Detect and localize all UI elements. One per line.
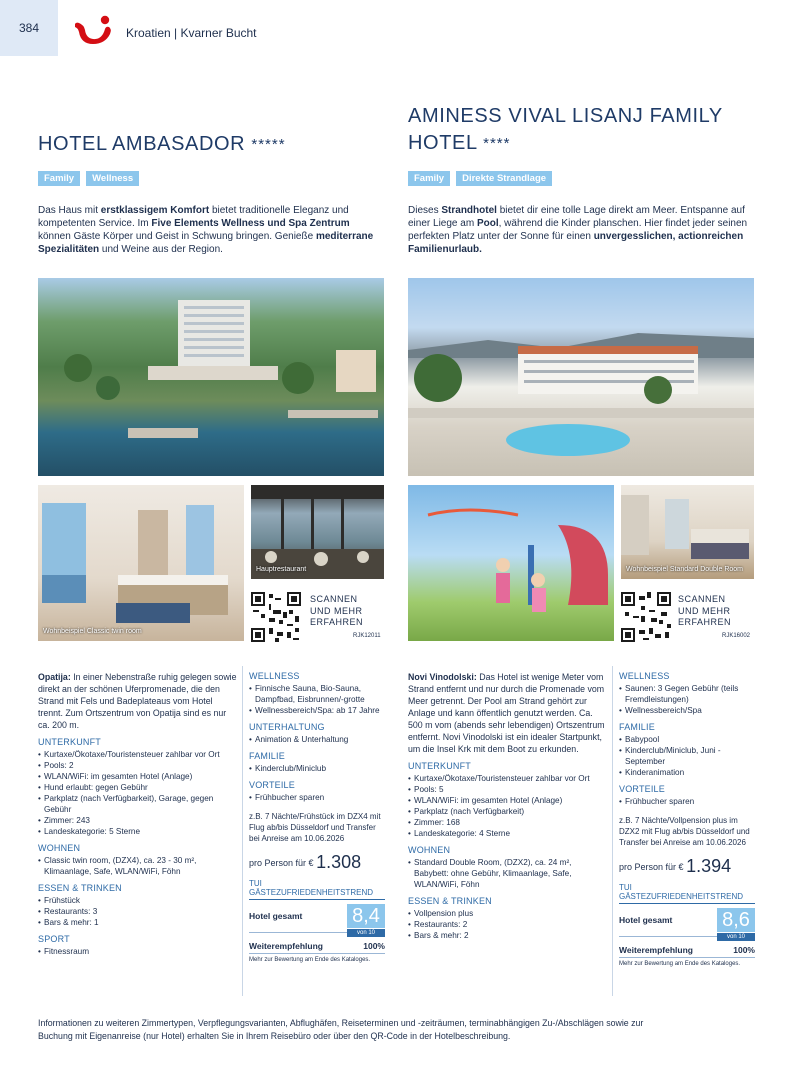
list-item: • Bars & mehr: 2 [408, 930, 608, 941]
section-list [38, 855, 238, 877]
list-item: • Zimmer: 243 [38, 815, 238, 826]
hotel-left-price: pro Person für € 1.308 [249, 852, 362, 872]
section-list [38, 895, 238, 928]
hotel-right-extras [619, 671, 755, 807]
tag-family: Family [38, 171, 80, 186]
list-item: • Parkplatz (nach Verfügbarkeit) [408, 806, 608, 817]
list-item: • Zimmer: 168 [408, 817, 608, 828]
section-heading: VORTEILE [619, 784, 665, 794]
price-value: 1.394 [686, 856, 732, 876]
list-item: • Kinderclub/Miniclub, Juni - September [619, 745, 755, 767]
scan-text-left: SCANNEN UND MEHR ERFAHREN [310, 594, 364, 627]
tag-wellness: Wellness [86, 171, 139, 186]
hotel-left-location: Opatija: In einer Nebenstraße ruhig gelegen sowie direkt an der schönen Uferpromenade, die den Strand mit Fels und Badeplateaus vom Hotel trennt. Zum Ortszentrum von Opatija sind es nur ca. 200 m. [38, 672, 237, 730]
bottom-note: Informationen zu weiteren Zimmertypen, Verpflegungsvarianten, Abflughäfen, Reiseterminen und -zeiträumen, terminabhängigen Zu-/Abschlägen sowie zur Buchung mit Eigenanreise (nur Hotel) erhalten Sie in Ihrem Reisebüro oder über den QR-Code in der Hotelbeschreibung. [38, 1018, 644, 1041]
score-value: 8,4 von 10 [347, 904, 385, 928]
recommendation: Weiterempfehlung 100% [619, 937, 755, 958]
list-item: • Kinderanimation [619, 767, 755, 778]
score-value: 8,6 von 10 [717, 908, 755, 932]
list-item: • WLAN/WiFi: im gesamten Hotel (Anlage) [408, 795, 608, 806]
price-value: 1.308 [316, 852, 362, 872]
list-item: • Kurtaxe/Ökotaxe/Touristensteuer zahlbar vor Ort [408, 773, 608, 784]
qr-code-right[interactable] [621, 592, 671, 642]
list-item: • Restaurants: 2 [408, 919, 608, 930]
list-item: • Restaurants: 3 [38, 906, 238, 917]
list-item: • Animation & Unterhaltung [249, 734, 385, 745]
photo-hotel-ambasador-aerial [38, 278, 384, 476]
caption-room-right: Wohnbeispiel Standard Double Room [626, 566, 743, 573]
photo-aminess-pool [408, 278, 754, 476]
hotel-right-price: pro Person für € 1.394 [619, 856, 732, 876]
list-item: • Landeskategorie: 5 Sterne [38, 826, 238, 837]
list-item: • Frühbucher sparen [619, 796, 755, 807]
section-heading: WELLNESS [249, 671, 300, 681]
section-heading: VORTEILE [249, 780, 295, 790]
section-heading: FAMILIE [619, 722, 655, 732]
hotel-right-details [408, 671, 608, 941]
list-item: • Vollpension plus [408, 908, 608, 919]
photo-main-restaurant [251, 485, 384, 579]
hotel-left-extras [249, 671, 385, 803]
tag-beach: Direkte Strandlage [456, 171, 552, 186]
list-item: • Wellnessbereich/Spa [619, 705, 755, 716]
list-item: • Kinderclub/Miniclub [249, 763, 385, 774]
tui-logo [72, 14, 114, 46]
catalog-code-left: RJK12011 [353, 633, 381, 639]
caption-room-left: Wohnbeispiel Classic twin room [43, 628, 142, 635]
hotel-left-stars: ***** [251, 136, 286, 153]
caption-restaurant: Hauptrestaurant [256, 566, 307, 573]
region-label: Kroatien | Kvarner Bucht [126, 26, 257, 40]
score-footnote: Mehr zur Bewertung am Ende des Kataloges. [619, 961, 741, 967]
list-item: • Classic twin room, (DZX4), ca. 23 - 30 m², Klimaanlage, Safe, WLAN/WiFi, Föhn [38, 855, 238, 877]
list-item: • Landeskategorie: 4 Sterne [408, 828, 608, 839]
section-heading: WOHNEN [408, 845, 451, 855]
hotel-right-intro: Dieses Strandhotel bietet dir eine tolle Lage direkt am Meer. Entspanne auf einer Liege am Pool, während die Kinder planschen. Hier findet jeder seinen perfekten Platz unter der Sonne für einen unvergesslichen, actionreichen Familienurlaub. [408, 205, 748, 255]
list-item: • Frühstück [38, 895, 238, 906]
section-list [38, 946, 238, 957]
tag-family: Family [408, 171, 450, 186]
score-scale: von 10 [347, 929, 385, 937]
hotel-right-title [408, 103, 768, 157]
section-heading: ESSEN & TRINKEN [38, 883, 122, 893]
section-list [408, 908, 608, 941]
scan-text-right: SCANNEN UND MEHR ERFAHREN [678, 594, 732, 627]
score-scale: von 10 [717, 933, 755, 941]
hotel-left-intro: Das Haus mit erstklassigem Komfort bietet traditionelle Eleganz und kompetenten Service. Im Five Elements Wellness und Spa Zentrum können Gäste Körper und Geist in Schwung bringen. Genieße mediterrane Spezialitäten und Weine aus der Region. [38, 205, 374, 255]
section-list [408, 773, 608, 839]
list-item: • Bars & mehr: 1 [38, 917, 238, 928]
section-heading: FAMILIE [249, 751, 285, 761]
page-number: 384 [0, 0, 58, 56]
score-title: TUI GÄSTEZUFRIEDENHEITSTREND [249, 879, 385, 900]
hotel-right-name-line1: AMINESS VIVAL LISANJ FAMILY [408, 105, 723, 127]
section-heading: SPORT [38, 934, 70, 944]
hotel-left-tags [38, 171, 145, 186]
section-list [249, 683, 385, 716]
section-heading: UNTERKUNFT [38, 737, 101, 747]
list-item: • Finnische Sauna, Bio-Sauna, Dampfbad, Eisbrunnen/-grotte [249, 683, 385, 705]
catalog-code-right: RJK16002 [722, 633, 751, 639]
score-box [619, 904, 755, 940]
section-list [408, 857, 608, 890]
hotel-right-name-line2: HOTEL [408, 132, 477, 154]
hotel-right-stars: **** [483, 135, 511, 152]
section-list [38, 749, 238, 837]
hotel-left-sidebar [249, 671, 385, 963]
list-item: • Babypool [619, 734, 755, 745]
hotel-right-location: Novi Vinodolski: Das Hotel ist wenige Meter vom Strand entfernt und nur durch die Promenade vom Meer getrennt. Der Pool am Strand gehört zur Anlage und kann öffentlich genutzt werden. Ca. 500 m vom (abends sehr lebendigen) Ortszentrum entfernt. Novi Vinodolski ist ein idealer Startpunkt, um die Insel Krk mit dem Boot zu erkunden. [408, 672, 605, 754]
list-item: • Saunen: 3 Gegen Gebühr (teils Fremdleistungen) [619, 683, 755, 705]
list-item: • Pools: 5 [408, 784, 608, 795]
list-item: • Wellnessbereich/Spa: ab 17 Jahre [249, 705, 385, 716]
recommendation: Weiterempfehlung 100% [249, 933, 385, 954]
list-item: • Kurtaxe/Ökotaxe/Touristensteuer zahlbar vor Ort [38, 749, 238, 760]
score-label: Hotel gesamt [249, 911, 303, 921]
hotel-right-sidebar [619, 671, 755, 967]
hotel-left-offer: z.B. 7 Nächte/Frühstück im DZX4 mit Flug ab/bis Düsseldorf und Transfer bei Anreise am 10.06.2026 [249, 812, 381, 843]
list-item: • Fitnessraum [38, 946, 238, 957]
section-heading: UNTERHALTUNG [249, 722, 325, 732]
hotel-right-offer: z.B. 7 Nächte/Vollpension plus im DZX2 mit Flug ab/bis Düsseldorf und Transfer bei Anreise am 10.06.2026 [619, 816, 750, 847]
section-list [249, 763, 385, 774]
section-list [619, 796, 755, 807]
hotel-right-facts [408, 761, 608, 941]
photo-kids-playground [408, 485, 614, 641]
section-heading: WELLNESS [619, 671, 670, 681]
list-item: • WLAN/WiFi: im gesamten Hotel (Anlage) [38, 771, 238, 782]
hotel-right-tags [408, 171, 558, 186]
score-title: TUI GÄSTEZUFRIEDENHEITSTREND [619, 883, 755, 904]
list-item: • Standard Double Room, (DZX2), ca. 24 m², Babybett: ohne Gebühr, Klimaanlage, Safe, WLAN/WiFi, Föhn [408, 857, 608, 890]
section-heading: WOHNEN [38, 843, 81, 853]
divider [242, 666, 243, 996]
qr-code-left[interactable] [251, 592, 301, 642]
list-item: • Parkplatz (nach Verfügbarkeit), Garage, gegen Gebühr [38, 793, 238, 815]
hotel-left-details [38, 671, 238, 957]
photo-classic-twin-room [38, 485, 244, 641]
divider [612, 666, 613, 996]
section-list [619, 683, 755, 716]
hotel-left-name: HOTEL AMBASADOR [38, 133, 246, 155]
photo-standard-double-room [621, 485, 754, 579]
section-list [249, 734, 385, 745]
section-list [249, 792, 385, 803]
section-list [619, 734, 755, 778]
hotel-left-facts [38, 737, 238, 957]
score-footnote: Mehr zur Bewertung am Ende des Kataloges. [249, 957, 371, 963]
section-heading: UNTERKUNFT [408, 761, 471, 771]
score-box [249, 900, 385, 936]
score-label: Hotel gesamt [619, 915, 673, 925]
hotel-left-title [38, 131, 378, 158]
list-item: • Hund erlaubt: gegen Gebühr [38, 782, 238, 793]
list-item: • Frühbucher sparen [249, 792, 385, 803]
list-item: • Pools: 2 [38, 760, 238, 771]
section-heading: ESSEN & TRINKEN [408, 896, 492, 906]
